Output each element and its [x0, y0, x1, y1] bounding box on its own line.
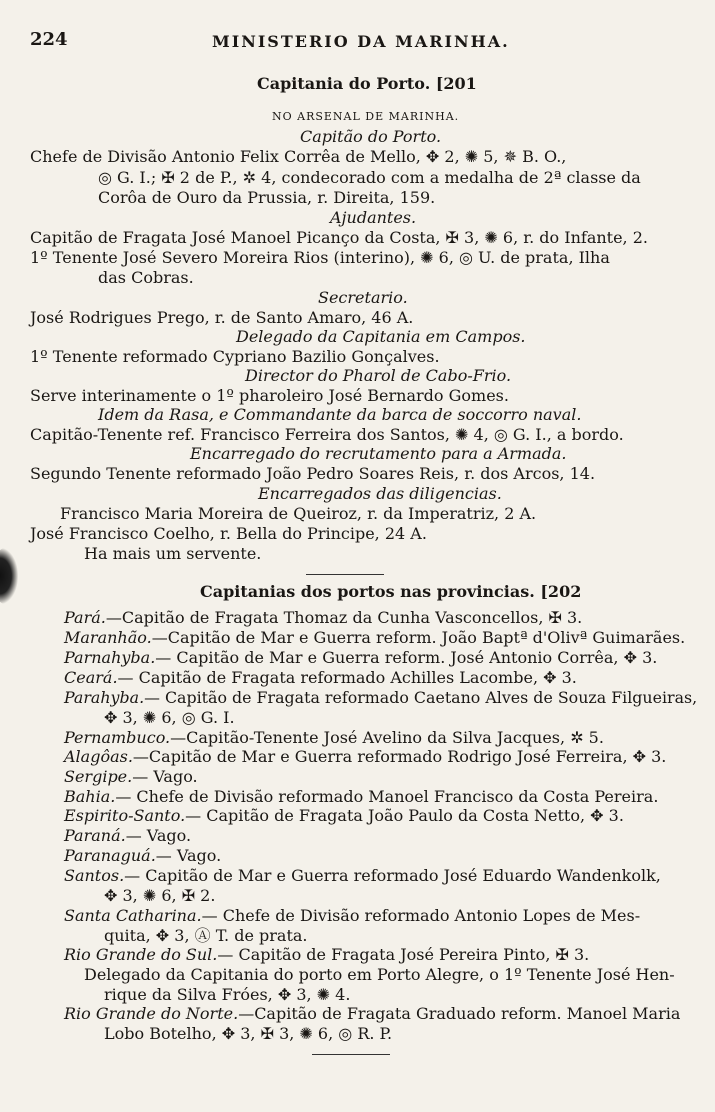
province-entry: [64, 628, 685, 647]
running-title: MINISTERIO DA MARINHA.: [212, 32, 510, 51]
divider: [306, 574, 384, 575]
province-entry: [64, 787, 658, 806]
province-name: Alagôas.: [64, 747, 133, 766]
entry-line: José Francisco Coelho, r. Bella do Principe, 24 A.: [30, 524, 427, 543]
section-title-capitania-do-porto: Capitania do Porto. [201: [257, 74, 477, 93]
province-officer: Lobo Botelho, ✥ 3, ✠ 3, ✺ 6, ◎ R. P.: [104, 1024, 393, 1043]
province-name: Espirito-Santo.: [64, 806, 186, 825]
province-officer: —Capitão de Fragata Thomaz da Cunha Vasconcellos, ✠ 3.: [105, 608, 583, 627]
province-entry: [64, 906, 640, 925]
province-name: Sergipe.: [64, 767, 133, 786]
province-name: Maranhão.: [64, 628, 152, 647]
province-entry-continuation: [104, 1024, 392, 1043]
province-name: Santa Catharina.: [64, 906, 202, 925]
province-name: Rio Grande do Sul.: [64, 945, 218, 964]
province-officer: rique da Silva Fróes, ✥ 3, ✺ 4.: [104, 985, 351, 1004]
entry-line: Capitão-Tenente ref. Francisco Ferreira dos Santos, ✺ 4, ◎ G. I., a bordo.: [30, 425, 624, 444]
entry-line: das Cobras.: [98, 268, 194, 287]
province-entry: [64, 668, 577, 687]
page-number: 224: [30, 29, 68, 50]
province-officer: — Chefe de Divisão reformado Manoel Francisco da Costa Pereira.: [115, 787, 659, 806]
section-title-capitanias-provincias: Capitanias dos portos nas provincias. [202: [200, 582, 582, 601]
province-officer: —Capitão de Mar e Guerra reformado Rodrigo José Ferreira, ✥ 3.: [132, 747, 667, 766]
province-entry: [64, 1004, 680, 1023]
province-officer: ✥ 3, ✺ 6, ◎ G. I.: [104, 708, 235, 727]
subsection-heading: Director do Pharol de Cabo-Frio.: [245, 366, 512, 385]
province-name: Pará.: [64, 608, 106, 627]
entry-line: Capitão de Fragata José Manoel Picanço da Costa, ✠ 3, ✺ 6, r. do Infante, 2.: [30, 228, 648, 247]
province-name: Paranaguá.: [64, 846, 156, 865]
subsection-heading: Delegado da Capitania em Campos.: [236, 327, 526, 346]
province-officer: — Capitão de Fragata reformado Caetano Alves de Souza Filgueiras,: [144, 688, 698, 707]
province-entry: [64, 866, 661, 885]
subsection-heading: Secretario.: [318, 288, 408, 307]
province-entry-continuation: [104, 708, 235, 727]
province-entry: [64, 945, 589, 964]
province-entry: [64, 806, 624, 825]
province-entry-continuation: [104, 926, 308, 945]
province-entry: [64, 826, 191, 845]
entry-line: Corôa de Ouro da Prussia, r. Direita, 159.: [98, 188, 436, 207]
province-name: Pernambuco.: [64, 728, 171, 747]
province-officer: — Vago.: [155, 846, 222, 865]
subsection-heading: Idem da Rasa, e Commandante da barca de soccorro naval.: [98, 405, 582, 424]
entry-line: 1º Tenente José Severo Moreira Rios (interino), ✺ 6, ◎ U. de prata, Ilha: [30, 248, 610, 267]
subsection-heading: Encarregados das diligencias.: [258, 484, 502, 503]
divider-bottom: [312, 1054, 390, 1055]
province-officer: —Capitão de Mar e Guerra reform. João Baptª d'Olivª Guimarães.: [151, 628, 686, 647]
province-name: Bahia.: [64, 787, 116, 806]
province-officer: — Capitão de Fragata reformado Achilles Lacombe, ✥ 3.: [117, 668, 577, 687]
section-subtitle: NO ARSENAL DE MARINHA.: [272, 110, 460, 123]
entry-line: José Rodrigues Prego, r. de Santo Amaro, 46 A.: [30, 308, 414, 327]
province-entry: [64, 608, 582, 627]
province-name: Parahyba.: [64, 688, 145, 707]
province-name: Parnahyba.: [64, 648, 156, 667]
province-officer: —Capitão-Tenente José Avelino da Silva Jacques, ✲ 5.: [170, 728, 604, 747]
province-name: Santos.: [64, 866, 125, 885]
entry-line: ◎ G. I.; ✠ 2 de P., ✲ 4, condecorado com a medalha de 2ª classe da: [98, 168, 641, 187]
province-officer: — Vago.: [125, 826, 192, 845]
province-name: Ceará.: [64, 668, 118, 687]
entry-line: 1º Tenente reformado Cypriano Bazilio Gonçalves.: [30, 347, 440, 366]
province-name: Rio Grande do Norte.: [64, 1004, 239, 1023]
province-officer: — Capitão de Fragata João Paulo da Costa Netto, ✥ 3.: [185, 806, 624, 825]
province-entry: [64, 846, 221, 865]
province-officer: — Capitão de Mar e Guerra reform. José Antonio Corrêa, ✥ 3.: [155, 648, 658, 667]
entry-line: Segundo Tenente reformado João Pedro Soares Reis, r. dos Arcos, 14.: [30, 464, 596, 483]
subsection-heading: Encarregado do recrutamento para a Armada.: [190, 444, 567, 463]
entry-line: Chefe de Divisão Antonio Felix Corrêa de Mello, ✥ 2, ✺ 5, ✵ B. O.,: [30, 147, 567, 166]
province-entry-continuation: [104, 886, 215, 905]
province-officer: ✥ 3, ✺ 6, ✠ 2.: [104, 886, 216, 905]
province-entry: [64, 767, 198, 786]
ink-blot: [0, 548, 18, 604]
province-entry: [64, 688, 697, 707]
province-officer: — Capitão de Mar e Guerra reformado José Eduardo Wandenkolk,: [124, 866, 661, 885]
province-entry: [64, 747, 666, 766]
province-entry: [64, 648, 657, 667]
province-officer: —Capitão de Fragata Graduado reform. Manoel Maria: [238, 1004, 681, 1023]
province-officer: quita, ✥ 3, Ⓐ T. de prata.: [104, 926, 308, 945]
province-name: Paraná.: [64, 826, 126, 845]
entry-line: Ha mais um servente.: [84, 544, 262, 563]
entry-line: Francisco Maria Moreira de Queiroz, r. da Imperatriz, 2 A.: [60, 504, 537, 523]
province-officer: — Capitão de Fragata José Pereira Pinto, ✠ 3.: [217, 945, 590, 964]
province-entry-continuation: [104, 985, 350, 1004]
subsection-heading: Capitão do Porto.: [300, 127, 442, 146]
province-entry: [64, 728, 604, 747]
subsection-heading: Ajudantes.: [330, 208, 417, 227]
entry-line: Serve interinamente o 1º pharoleiro José Bernardo Gomes.: [30, 386, 509, 405]
province-entry-continuation: [84, 965, 675, 984]
province-officer: — Chefe de Divisão reformado Antonio Lopes de Mes-: [201, 906, 641, 925]
province-officer: Delegado da Capitania do porto em Porto Alegre, o 1º Tenente José Hen-: [84, 965, 675, 984]
province-officer: — Vago.: [132, 767, 198, 786]
